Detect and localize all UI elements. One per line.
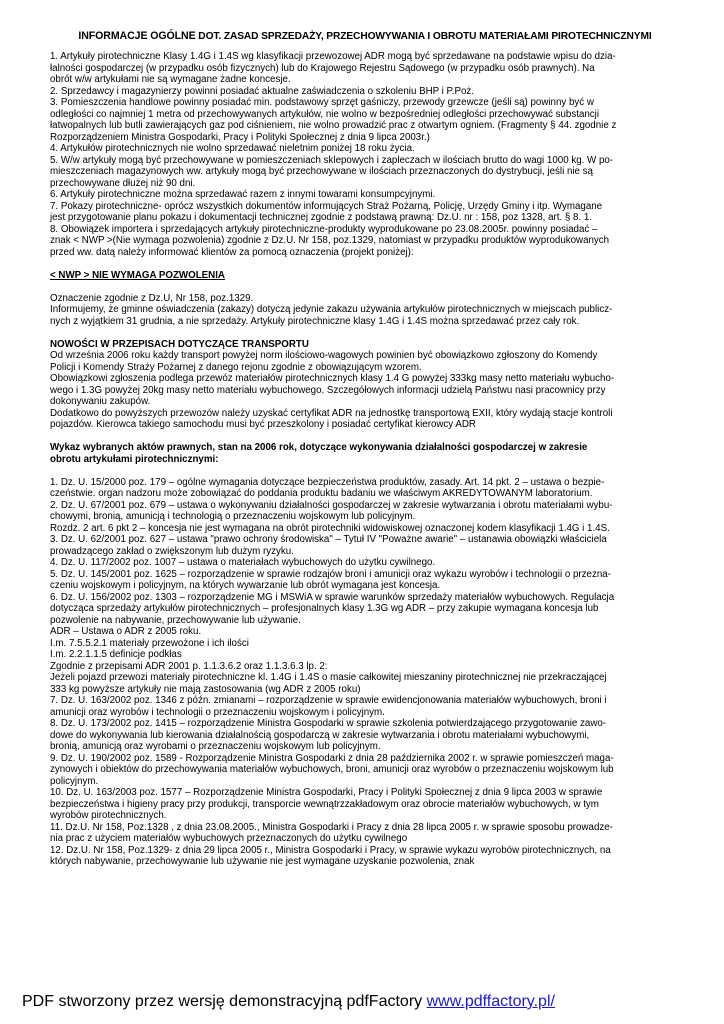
- text-line: nych z wyjątkiem 31 grudnia, a nie sprzedaży. Artykuły pirotechniczne klasy 1.4G i 1.4S można sprzedawać przez cały rok.: [50, 315, 580, 327]
- text-line: 8. Obowiązek importera i sprzedających artykuły pirotechniczne-produkty wyprodukowane po 23.08.2005r. powinny posiadać –: [50, 223, 598, 235]
- text-line: 7. Dz. U. 163/2002 poz. 1346 z późn. zmianami – rozporządzenie w sprawie ewidencjonowania materiałów wybuchowych, broni i: [50, 695, 607, 706]
- text-line: Rozdz. 2 art. 6 pkt 2 – koncesja nie jest wymagana na obrót pirotechniki widowiskowej oznaczonej kodem klasyfikacji 1.4G i 1.4S.: [50, 522, 610, 534]
- text-line: 1. Artykuły pirotechniczne Klasy 1.4G i 1.4S wg klasyfikacji przewozowej ADR mogą być sprzedawane na podstawie wpisu do dzia-: [50, 51, 616, 62]
- text-line: prowadzącego zakład o zwiększonym lub dużym ryzyku.: [50, 545, 294, 557]
- text-line: 4. Artykułów pirotechnicznych nie wolno sprzedawać nieletnim poniżej 18 roku życia.: [50, 143, 415, 154]
- document-body: [50, 51, 680, 868]
- text-line: wego i 1.3G powyżej 20kg masy netto materiału wybuchowego. Szczegółowych informacji udzielą Państwu nasi pracownicy przy: [50, 384, 606, 396]
- text-line: ADR – Ustawa o ADR z 2005 roku.: [50, 626, 202, 637]
- text-line: 3. Dz. U. 62/2001 poz. 627 – ustawa "prawo ochrony środowiska" – Tytuł IV "Poważne awarie" – ustanawia obowiązki właściciela: [50, 534, 607, 545]
- text-line: 8. Dz. U. 173/2002 poz. 1415 – rozporządzenie Ministra Gospodarki w sprawie szkolenia potwierdzającego przygotowanie zawo-: [50, 718, 607, 729]
- text-line: 2. Dz. U. 67/2001 poz. 679 – ustawa o wykonywaniu działalności gospodarczej w zakresie wytwarzania i obrotu materiałami wybu-: [50, 499, 613, 511]
- title-main: INFORMACJE OGÓLNE: [78, 30, 196, 42]
- text-line: nia prac z użyciem materiałów wybuchowych przeznaczonych do użytku cywilnego: [50, 833, 408, 844]
- text-line: przed ww. datą należy informować klientów za pomocą oznaczenia (projekt poniżej):: [50, 246, 414, 258]
- text-line: Informujemy, że gminne oświadczenia (zakazy) dotyczą jedynie zakazu używania artykułów pirotechnicznych w miejscach publicz-: [50, 304, 613, 315]
- text-line: przechowywane dłużej niż 90 dni.: [50, 177, 196, 189]
- text-line: Oznaczenie zgodnie z Dz.U, Nr 158, poz.1329.: [50, 292, 254, 304]
- text-line: których nabywanie, przechowywanie lub używanie nie jest wymagane uzyskanie pozwolenia, znak: [50, 856, 475, 867]
- text-line: 5. Dz. U. 145/2001 poz. 1625 – rozporządzenie w sprawie rodzajów broni i amunicji oraz wykazu wyrobów i technologii o przezna-: [50, 568, 611, 580]
- document-page: [50, 30, 680, 868]
- footer-link[interactable]: www.pdffactory.pl/: [426, 993, 555, 1010]
- text-line: chowymi, bronią, amunicją i technologią o przeznaczeniu wojskowym lub policyjnym.: [50, 511, 416, 522]
- text-line: 11. Dz.U. Nr 158, Poz.1328 , z dnia 23.08.2005., Ministra Gospodarki i Pracy z dnia 28 lipca 2005 r. w sprawie sposobu prowadze-: [50, 821, 613, 833]
- text-line: Obowiązkowi zgłoszenia podlega przewóz materiałów pirotechnicznych klasy 1.4 G powyżej 333kg masy netto materiału wybucho-: [50, 373, 615, 384]
- text-line: czeniu wojskowym i policyjnym, na których wywarzanie lub obrót wymagana jest koncesja.: [50, 580, 441, 591]
- text-line: dokonywaniu zakupów.: [50, 396, 151, 407]
- text-line: obrót w/w artykułami nie są wymagane żadne koncesje.: [50, 74, 291, 85]
- text-line: 9. Dz. U. 190/2002 poz. 1589 - Rozporządzenie Ministra Gospodarki z dnia 28 października 2002 r. w sprawie pomieszczeń maga-: [50, 752, 614, 764]
- text-line: 7. Pokazy pirotechniczne- oprócz wszystkich dokumentów informujących Straż Pożarną, Policję, Urzędy Gminy i itp. Wymagane: [50, 200, 603, 212]
- text-line: 10. Dz. U. 163/2003 poz. 1577 – Rozporządzenie Ministra Gospodarki, Pracy i Polityki Społecznej z dnia 9 lipca 2003 w sprawie: [50, 787, 603, 798]
- text-line: łatwopalnych lub butli zawierających gaz pod ciśnieniem, nie wolno prowadzić prac z otwartym ogniem. (Fragmenty § 44. zgodnie z: [50, 120, 617, 131]
- text-line: Zgodnie z przepisami ADR 2001 p. 1.1.3.6.2 oraz 1.1.3.6.3 lp. 2:: [50, 660, 328, 672]
- text-line: 4. Dz. U. 117/2002 poz. 1007 – ustawa o materiałach wybuchowych do użytku cywilnego.: [50, 557, 436, 568]
- text-line: 6. Artykuły pirotechniczne można sprzedawać razem z innymi towarami konsumpcyjnymi.: [50, 189, 436, 200]
- text-line: pozwolenie na nabywanie, przechowywanie lub używanie.: [50, 614, 301, 626]
- text-line: zynowych i obiektów do przechowywania materiałów wybuchowych, broni, amunicji oraz wyrobów o przeznaczeniu wojskowym lub: [50, 764, 614, 775]
- text-line: znak < NWP >(Nie wymaga pozwolenia) zgodnie z Dz.U. Nr 158, poz.1329, natomiast w przypadku produktów wyprodukowanych: [50, 235, 610, 246]
- text-line: dotycząca sprzedaży artykułów pirotechnicznych – profesjonalnych klasy 1.3G wg ADR – przy zakupie wymagana koncesja lub: [50, 603, 599, 614]
- text-line: 5. W/w artykuły mogą być przechowywane w pomieszczeniach sklepowych i zapleczach w ilościach brutto do wagi 1000 kg. W po-: [50, 154, 614, 166]
- general-rules-section: [50, 51, 680, 258]
- text-line: 333 kg powyższe artykuły nie mają zastosowania (wg ADR z 2005 roku): [50, 683, 361, 695]
- transport-heading: NOWOŚCI W PRZEPISACH DOTYCZĄCE TRANSPORTU: [50, 338, 309, 350]
- text-line: wyrobów pirotechnicznych.: [50, 810, 167, 821]
- text-line: Rozporządzeniem Ministra Gospodarki, Pracy i Polityki Społecznej z dnia 9 lipca 2003r.): [50, 131, 430, 143]
- text-line: jest przygotowanie planu pokazu i dokumentacji technicznej zgodnie z podstawą prawną: Dz.U. nr : 158, poz 1328, art. § 8. 1.: [50, 212, 592, 223]
- text-line: Wykaz wybranych aktów prawnych, stan na 2006 rok, dotyczące wykonywania działalności gospodarczej w zakresie: [50, 442, 588, 453]
- text-line: Jeżeli pojazd przewozi materiały pirotechniczne kl. 1.4G i 1.4S o masie całkowitej mieszaniny pirotechnicznej nie przekraczającej: [50, 672, 607, 683]
- text-line: 2. Sprzedawcy i magazynierzy powinni posiadać aktualne zaświadczenia o szkoleniu BHP i P.Poż.: [50, 85, 474, 97]
- text-line: mieszczeniach magazynowych ww. artykuły mogą być przechowywane w ilościach przeznaczonych do dystrybucji, jeśli nie są: [50, 166, 593, 177]
- nwp-section: [50, 293, 680, 328]
- text-line: Policji i Komendy Straży Pożarnej z danego rejonu zgodnie z obowiązującym wzorem.: [50, 361, 422, 373]
- text-line: odległości co najmniej 1 metra od przechowywanych artykułów, nie wolno w bezpośredniej odległości przechowywać substancji: [50, 108, 599, 120]
- footer-text: PDF stworzony przez wersję demonstracyjną pdfFactory: [22, 993, 427, 1010]
- text-line: amunicji oraz wyrobów i technologii o przeznaczeniu wojskowym i policyjnym.: [50, 706, 385, 718]
- text-line: obrotu artykułami pirotechnicznymi:: [50, 453, 219, 465]
- title-rest: DOT. ZASAD SPRZEDAŻY, PRZECHOWYWANIA I OBROTU MATERIAŁAMI PIROTECHNICZNYMI: [195, 31, 652, 42]
- text-line: I.m. 2.2.1.1.5 definicje podkłas: [50, 649, 182, 660]
- text-line: bronią, amunicją oraz wyrobami o przeznaczeniu wojskowym lub policyjnym.: [50, 741, 381, 752]
- text-line: dowe do wykonywania lub kierowania działalnością gospodarczą w zakresie wytwarzania i obrotu materiałami wybuchowymi,: [50, 729, 590, 741]
- text-line: czeństwie. organ nadzoru może zobowiązać do poddania produktu badaniu we właściwym AKREDYTOWANYM laboratorium.: [50, 488, 593, 499]
- acts-heading: [50, 442, 680, 465]
- text-line: bezpieczeństwa i higieny pracy przy produkcji, transporcie wewnątrzzakładowym oraz obrocie materiałów wybuchowych, w tym: [50, 798, 599, 810]
- transport-section: [50, 350, 680, 431]
- pdf-footer: [22, 993, 555, 1011]
- acts-section: [50, 477, 680, 868]
- text-line: łalności gospodarczej (w przypadku osób fizycznych) lub do Krajowego Rejestru Sądowego (w przypadku osób prawnych). Na: [50, 62, 595, 74]
- text-line: 3. Pomieszczenia handlowe powinny posiadać min. podstawowy sprzęt gaśniczy, przewody grzewcze (jeśli są) powinny być w: [50, 97, 594, 108]
- text-line: Od września 2006 roku każdy transport powyżej norm ilościowo-wagowych powinien być obowiązkowo zgłoszony do Komendy: [50, 350, 598, 361]
- text-line: pojazdów. Kierowca takiego samochodu musi być przeszkolony i posiadać certyfikat kierowcy ADR: [50, 419, 476, 430]
- text-line: policyjnym.: [50, 775, 99, 787]
- text-line: I.m. 7.5.5.2.1 materiały przewożone i ich ilości: [50, 637, 249, 649]
- document-title: [50, 30, 680, 42]
- text-line: 6. Dz. U. 156/2002 poz. 1303 – rozporządzenie MG i MSWiA w sprawie warunków sprzedaży materiałów wybuchowych. Regulacja: [50, 591, 615, 603]
- text-line: 1. Dz. U. 15/2000 poz. 179 – ogólne wymagania dotyczące bezpieczeństwa produktów, zasady. Art. 14 pkt. 2 – ustawa o bezpie-: [50, 476, 605, 488]
- nwp-heading: < NWP > NIE WYMAGA POZWOLENIA: [50, 269, 225, 281]
- text-line: 12. Dz.U. Nr 158, Poz.1329- z dnia 29 lipca 2005 r., Ministra Gospodarki i Pracy, w sprawie wykazu wyrobów pirotechnicznych, na: [50, 844, 611, 856]
- text-line: Dodatkowo do powyższych przewozów należy uzyskać certyfikat ADR na jednostkę transportową EXII, który wydają stacje kontroli: [50, 407, 613, 419]
